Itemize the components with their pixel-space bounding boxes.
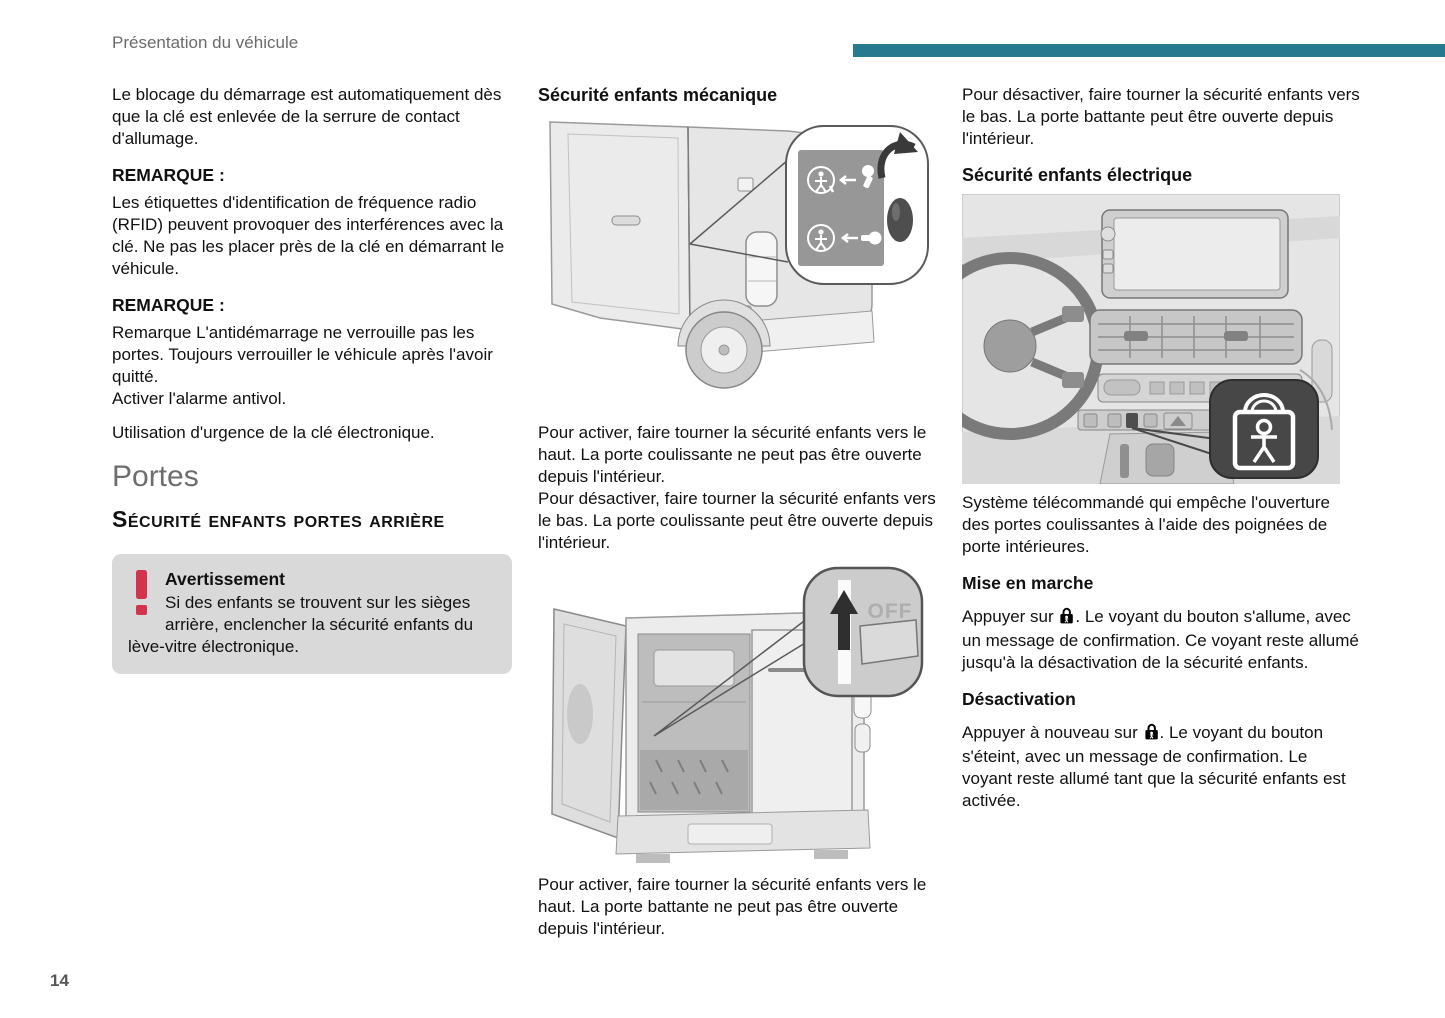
subsection-title-securite-enfants: Sécurité enfants portes arrière (112, 506, 445, 532)
activation-paragraph (962, 606, 1362, 674)
breadcrumb: Présentation du véhicule (112, 33, 299, 52)
child-lock-switch-shape (860, 620, 918, 664)
heading-mise-en-marche: Mise en marche (962, 573, 1094, 593)
remark1-text: Les étiquettes d'identification de fréquence radio (RFID) peuvent provoquer des interférences avec la clé. Ne pas les placer près de la clé en démarrant le véhicule. (112, 193, 505, 278)
child-lock-icon (1144, 722, 1159, 746)
activation-text-after: . Le voyant du bouton s'allume, avec un message de confirmation. Ce voyant reste allumé jusqu'à la désactivation de la sécurité enfants. (962, 607, 1359, 672)
system-description-text: Système télécommandé qui empêche l'ouverture des portes coulissantes à l'aide des poignées de porte intérieures. (962, 493, 1330, 556)
header-accent-bar (853, 44, 1445, 57)
dashboard-illustration (962, 194, 1340, 484)
remark2-text: Remarque L'antidémarrage ne verrouille pas les portes. Toujours verrouiller le véhicule après l'avoir quitté. (112, 323, 493, 386)
deactivation-text-after: . Le voyant du bouton s'éteint, avec un message de confirmation. Le voyant reste allumé tant que la sécurité enfants est activée. (962, 723, 1346, 810)
van-rear-quarter-illustration (538, 114, 935, 404)
van-rear-doors-illustration (538, 564, 928, 866)
emergency-paragraph: Utilisation d'urgence de la clé électronique. (112, 423, 435, 442)
child-lock-button (1126, 413, 1138, 428)
warning-title: Avertissement (165, 569, 285, 589)
sliding-door-activate-text: Pour activer, faire tourner la sécurité enfants vers le haut. La porte coulissante ne peut pas être ouverte depuis l'intérieur. (538, 423, 927, 486)
warning-exclamation-icon (132, 570, 151, 622)
section-title-portes: Portes (112, 460, 199, 493)
hinged-door-activate-text: Pour activer, faire tourner la sécurité enfants vers le haut. La porte battante ne peut pas être ouverte depuis l'intérieur. (538, 875, 927, 938)
deactivation-text-before: Appuyer à nouveau sur (962, 723, 1143, 742)
child-lock-icon (1059, 606, 1074, 630)
column-middle (538, 84, 938, 950)
remark2-text2: Activer l'alarme antivol. (112, 389, 287, 408)
warning-box (112, 554, 512, 674)
sliding-door-deactivate-text: Pour désactiver, faire tourner la sécurité enfants vers le bas. La porte coulissante peut être ouverte depuis l'intérieur. (538, 489, 936, 552)
activation-text-before: Appuyer sur (962, 607, 1059, 626)
page-number: 14 (50, 971, 69, 990)
intro-paragraph: Le blocage du démarrage est automatiquement dès que la clé est enlevée de la serrure de contact d'allumage. (112, 85, 502, 148)
remark1-label: REMARQUE : (112, 165, 225, 185)
deactivation-paragraph (962, 722, 1362, 812)
column-left (112, 84, 512, 674)
heading-securite-enfants-mecanique: Sécurité enfants mécanique (538, 85, 778, 105)
remark2-label: REMARQUE : (112, 295, 225, 315)
hinged-door-deactivate-text: Pour désactiver, faire tourner la sécurité enfants vers le bas. La porte battante peut être ouverte depuis l'intérieur. (962, 85, 1360, 148)
off-switch-label: OFF (867, 600, 913, 623)
warning-text: Si des enfants se trouvent sur les sièges arrière, enclencher la sécurité enfants du lève-vitre électronique. (128, 593, 474, 656)
heading-securite-enfants-electrique: Sécurité enfants électrique (962, 165, 1193, 185)
heading-desactivation: Désactivation (962, 689, 1076, 709)
column-right (962, 84, 1362, 822)
